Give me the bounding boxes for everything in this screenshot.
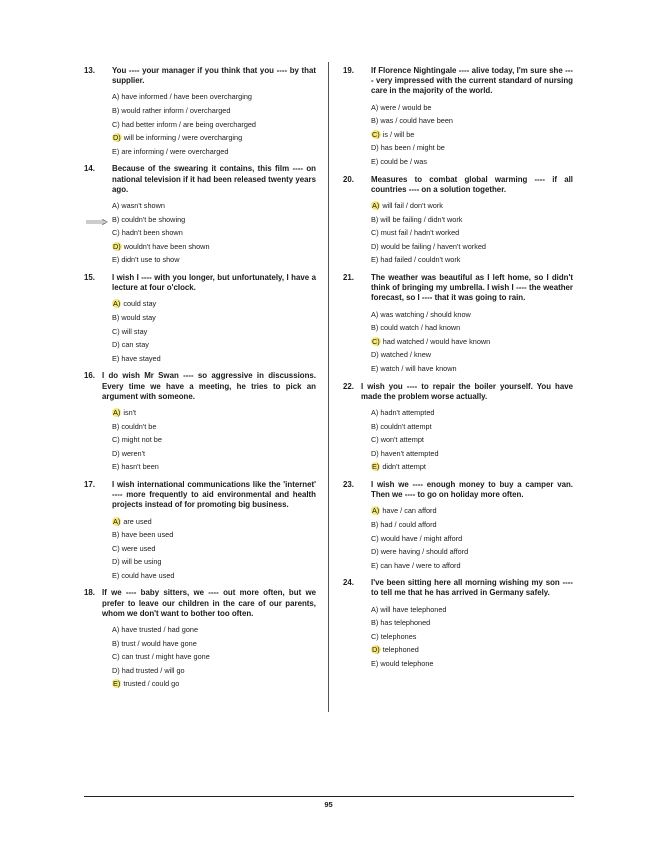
selected-answer-marker: A) [372, 200, 380, 210]
option-letter: A) [371, 102, 379, 112]
option-text: have stayed [119, 353, 161, 363]
answer-options [371, 504, 573, 572]
selected-answer-marker: C) [372, 336, 380, 346]
question-text: Measures to combat global warming ---- if all countries ---- on a solution together. [371, 174, 573, 194]
question-number: 14. [84, 164, 95, 174]
option-text: didn't attempt [380, 462, 426, 472]
option-text: must fail / hadn't worked [378, 228, 460, 238]
selected-answer-marker: C) [372, 129, 380, 139]
option-letter: C) [112, 652, 120, 662]
answer-options [112, 406, 316, 474]
option-text: had / could afford [378, 519, 437, 529]
question-stem [84, 371, 316, 402]
option-letter: A) [371, 309, 379, 319]
option-text: will fail / don't work [380, 200, 443, 210]
option-text: will be failing / didn't work [378, 214, 463, 224]
answer-option[interactable] [371, 226, 573, 240]
question-19 [343, 66, 573, 169]
option-letter: E) [371, 363, 379, 373]
question-18 [84, 588, 316, 691]
option-text: isn't [121, 407, 137, 417]
answer-option[interactable] [371, 643, 573, 657]
option-text: didn't use to show [119, 255, 180, 265]
selected-answer-marker: A) [113, 516, 121, 526]
answer-option[interactable] [112, 569, 316, 583]
question-23 [343, 480, 573, 572]
option-text: has been / might be [378, 143, 445, 153]
answer-option[interactable] [112, 447, 316, 461]
answer-option[interactable] [371, 141, 573, 155]
question-text: If Florence Nightingale ---- alive today, I'm sure she ---- very impressed with the current standard of nursing care in the majority of the world. [371, 66, 573, 96]
answer-options [112, 515, 316, 583]
option-letter: D) [371, 350, 379, 360]
left-column [84, 66, 316, 697]
answer-option[interactable] [112, 226, 316, 240]
question-stem [343, 175, 573, 195]
question-stem [84, 164, 316, 195]
question-number: 13. [84, 66, 95, 75]
option-letter: B) [371, 214, 379, 224]
option-text: hasn't been [119, 462, 159, 472]
option-text: would telephone [378, 659, 434, 669]
option-letter: B) [112, 421, 120, 431]
option-text: had better inform / are being overcharged [119, 119, 256, 129]
answer-option[interactable] [371, 114, 573, 128]
answer-options [371, 406, 573, 474]
option-text: haven't attempted [378, 448, 439, 458]
option-letter: D) [112, 340, 120, 350]
answer-option[interactable] [112, 637, 316, 651]
option-letter: D) [112, 665, 120, 675]
option-text: had failed / couldn't work [378, 255, 461, 265]
question-text: Because of the swearing it contains, this film ---- on national television if it had been released twenty years ago. [112, 164, 316, 194]
answer-option[interactable] [112, 325, 316, 339]
selected-answer-marker: D) [113, 241, 121, 251]
question-21 [343, 273, 573, 376]
question-text: I wish international communications like the 'internet' ---- more frequently to aid environmental and health projects instead of for promoting big business. [112, 479, 316, 510]
selected-answer-marker: A) [113, 299, 121, 309]
question-stem [343, 578, 573, 598]
option-letter: E) [371, 659, 379, 669]
answer-option[interactable] [371, 532, 573, 546]
option-text: were used [119, 543, 156, 553]
option-text: have informed / have been overcharging [119, 92, 252, 102]
answer-option[interactable] [371, 240, 573, 254]
option-text: couldn't be showing [119, 214, 186, 224]
question-text: I wish you ---- to repair the boiler yourself. You have made the problem worse actually. [361, 381, 573, 401]
option-text: hadn't attempted [378, 407, 435, 417]
option-letter: B) [112, 214, 120, 224]
answer-option[interactable] [112, 542, 316, 556]
answer-option[interactable] [112, 104, 316, 118]
question-number: 23. [343, 479, 354, 489]
question-text: If we ---- baby sitters, we ---- out more often, but we prefer to leave our children in the care of our parents, whom we don't want to bother too often. [102, 588, 316, 618]
answer-option[interactable] [371, 253, 573, 267]
question-20 [343, 175, 573, 267]
option-text: was watching / should know [378, 309, 471, 319]
option-letter: C) [371, 631, 379, 641]
option-text: has telephoned [378, 618, 431, 628]
answer-option[interactable] [371, 630, 573, 644]
option-text: are used [121, 516, 152, 526]
option-text: hadn't been shown [119, 228, 183, 238]
answer-option[interactable] [371, 616, 573, 630]
option-text: could have used [119, 570, 175, 580]
selected-answer-marker: E) [372, 462, 380, 472]
question-stem [84, 66, 316, 86]
option-letter: A) [112, 625, 120, 635]
question-stem [343, 480, 573, 500]
option-letter: D) [112, 448, 120, 458]
option-letter: B) [112, 106, 120, 115]
option-letter: C) [112, 119, 120, 129]
option-letter: C) [112, 228, 120, 238]
option-letter: B) [371, 618, 379, 628]
answer-option[interactable] [371, 504, 573, 518]
answer-options [371, 199, 573, 267]
answer-option[interactable] [371, 433, 573, 447]
option-text: wouldn't have been shown [121, 241, 210, 251]
option-text: had trusted / will go [119, 665, 185, 675]
footer-rule [84, 796, 574, 797]
question-text: I wish we ---- enough money to buy a camper van. Then we ---- to go on holiday more often. [371, 479, 573, 500]
answer-options [112, 623, 316, 691]
option-letter: C) [112, 435, 120, 445]
answer-option[interactable] [112, 213, 316, 227]
question-16 [84, 371, 316, 474]
question-number: 16. [84, 371, 95, 381]
option-letter: D) [112, 557, 120, 567]
option-text: were having / should afford [378, 547, 469, 557]
answer-option[interactable] [371, 657, 573, 671]
option-letter: C) [112, 543, 120, 553]
pointer-arrow-icon [86, 219, 108, 225]
answer-options [371, 308, 573, 376]
answer-option[interactable] [371, 335, 573, 349]
option-text: are informing / were overcharged [119, 146, 229, 156]
selected-answer-marker: A) [113, 407, 121, 417]
question-number: 15. [84, 272, 95, 282]
option-letter: E) [112, 462, 120, 472]
answer-option[interactable] [112, 555, 316, 569]
option-text: wasn't shown [119, 200, 165, 210]
option-text: couldn't be [119, 421, 157, 431]
question-text: The weather was beautiful as I left home, so I didn't think of bringing my umbrella. I wish I ---- the weather forecast, so I ---- that it was going to rain. [371, 272, 573, 303]
answer-option[interactable] [371, 348, 573, 362]
question-number: 18. [84, 588, 95, 598]
option-text: will be using [119, 557, 162, 567]
question-stem [84, 480, 316, 511]
option-text: were / would be [378, 102, 432, 112]
answer-option[interactable] [371, 559, 573, 573]
option-letter: D) [371, 448, 379, 458]
option-text: have trusted / had gone [119, 625, 198, 635]
answer-option[interactable] [112, 664, 316, 678]
answer-option[interactable] [371, 155, 573, 169]
answer-option[interactable] [371, 308, 573, 322]
option-letter: A) [371, 604, 379, 614]
option-letter: A) [112, 200, 120, 210]
question-text: I've been sitting here all morning wishing my son ---- to tell me that he has arrived in Germany safely. [371, 578, 573, 598]
answer-option[interactable] [371, 447, 573, 461]
question-22 [343, 382, 573, 474]
answer-option[interactable] [112, 311, 316, 325]
option-text: have been used [119, 530, 174, 540]
answer-option[interactable] [371, 603, 573, 617]
selected-answer-marker: D) [113, 133, 121, 143]
option-text: can trust / might have gone [119, 652, 210, 662]
option-text: will have telephoned [378, 604, 447, 614]
option-text: won't attempt [378, 435, 424, 445]
answer-option[interactable] [112, 528, 316, 542]
option-text: watch / will have known [378, 363, 457, 373]
option-text: could stay [121, 299, 157, 309]
option-letter: B) [112, 312, 120, 322]
option-text: weren't [119, 448, 146, 458]
answer-option[interactable] [112, 90, 316, 104]
answer-option[interactable] [371, 128, 573, 142]
answer-option[interactable] [371, 213, 573, 227]
option-letter: C) [371, 435, 379, 445]
answer-option[interactable] [112, 406, 316, 420]
option-letter: E) [112, 255, 120, 265]
answer-option[interactable] [112, 240, 316, 254]
option-letter: D) [371, 547, 379, 557]
option-letter: B) [112, 638, 120, 648]
answer-option[interactable] [371, 199, 573, 213]
question-number: 22. [343, 381, 354, 391]
question-13 [84, 66, 316, 158]
answer-options [112, 199, 316, 267]
answer-option[interactable] [371, 101, 573, 115]
option-letter: B) [371, 519, 379, 529]
answer-option[interactable] [112, 677, 316, 691]
option-text: had watched / would have known [380, 336, 491, 346]
question-number: 21. [343, 272, 354, 282]
option-text: can have / were to afford [378, 560, 461, 570]
option-text: could be / was [378, 156, 427, 166]
selected-answer-marker: A) [372, 506, 380, 516]
option-text: couldn't attempt [378, 421, 432, 431]
option-letter: B) [371, 323, 379, 333]
question-number: 19. [343, 66, 354, 75]
question-text: I do wish Mr Swan ---- so aggressive in discussions. Every time we have a meeting, he tries to pick an argument with someone. [102, 371, 316, 401]
question-14 [84, 164, 316, 267]
answer-option[interactable] [112, 118, 316, 132]
option-text: telephones [378, 631, 417, 641]
question-stem [84, 273, 316, 293]
option-letter: A) [112, 92, 120, 102]
question-stem [343, 273, 573, 304]
option-letter: E) [112, 570, 120, 580]
option-text: can stay [119, 340, 149, 350]
question-number: 24. [343, 578, 354, 588]
option-letter: C) [371, 228, 379, 238]
option-text: trusted / could go [121, 679, 180, 689]
option-text: is / will be [380, 129, 415, 139]
answer-option[interactable] [112, 433, 316, 447]
question-stem [343, 382, 573, 402]
answer-options [371, 603, 573, 671]
question-15 [84, 273, 316, 365]
question-number: 17. [84, 479, 95, 489]
option-text: would stay [119, 312, 156, 322]
answer-option[interactable] [112, 420, 316, 434]
page-number: 95 [324, 800, 333, 809]
answer-option[interactable] [112, 650, 316, 664]
answer-option[interactable] [371, 362, 573, 376]
option-text: would have / might afford [378, 533, 463, 543]
answer-option[interactable] [371, 460, 573, 474]
answer-option[interactable] [112, 460, 316, 474]
answer-options [112, 297, 316, 365]
option-text: would rather inform / overcharged [119, 106, 231, 115]
option-letter: E) [112, 353, 120, 363]
option-text: would be failing / haven't worked [378, 241, 486, 251]
question-text: You ---- your manager if you think that you ---- by that supplier. [112, 66, 316, 86]
column-divider [328, 62, 329, 712]
answer-option[interactable] [371, 518, 573, 532]
right-column [343, 66, 573, 677]
option-letter: E) [112, 146, 120, 156]
option-text: was / could have been [378, 116, 453, 126]
question-number: 20. [343, 174, 354, 184]
option-text: will stay [119, 326, 148, 336]
answer-option[interactable] [371, 545, 573, 559]
option-letter: C) [371, 533, 379, 543]
question-text: I wish I ---- with you longer, but unfortunately, I have a lecture at four o'clock. [112, 272, 316, 293]
option-letter: B) [371, 116, 379, 126]
question-stem [84, 588, 316, 619]
answer-option[interactable] [112, 253, 316, 267]
option-letter: B) [112, 530, 120, 540]
option-text: will be informing / were overcharging [121, 133, 243, 143]
option-letter: C) [112, 326, 120, 336]
option-letter: E) [371, 560, 379, 570]
option-text: might not be [119, 435, 162, 445]
option-text: telephoned [380, 645, 419, 655]
answer-options [112, 90, 316, 158]
answer-option[interactable] [371, 420, 573, 434]
question-17 [84, 480, 316, 583]
option-letter: A) [371, 407, 379, 417]
question-stem [343, 66, 573, 97]
answer-option[interactable] [112, 623, 316, 637]
answer-option[interactable] [112, 199, 316, 213]
answer-option[interactable] [371, 321, 573, 335]
answer-options [371, 101, 573, 169]
option-letter: D) [371, 143, 379, 153]
answer-option[interactable] [112, 131, 316, 145]
answer-option[interactable] [371, 406, 573, 420]
option-text: have / can afford [380, 506, 437, 516]
question-24 [343, 578, 573, 670]
option-text: could watch / had known [378, 323, 461, 333]
answer-option[interactable] [112, 352, 316, 366]
selected-answer-marker: D) [372, 645, 380, 655]
answer-option[interactable] [112, 297, 316, 311]
option-text: watched / knew [378, 350, 432, 360]
option-letter: D) [371, 241, 379, 251]
answer-option[interactable] [112, 145, 316, 159]
answer-option[interactable] [112, 515, 316, 529]
option-letter: E) [371, 156, 379, 166]
option-text: trust / would have gone [119, 638, 197, 648]
option-letter: B) [371, 421, 379, 431]
selected-answer-marker: E) [113, 679, 121, 689]
option-letter: E) [371, 255, 379, 265]
answer-option[interactable] [112, 338, 316, 352]
